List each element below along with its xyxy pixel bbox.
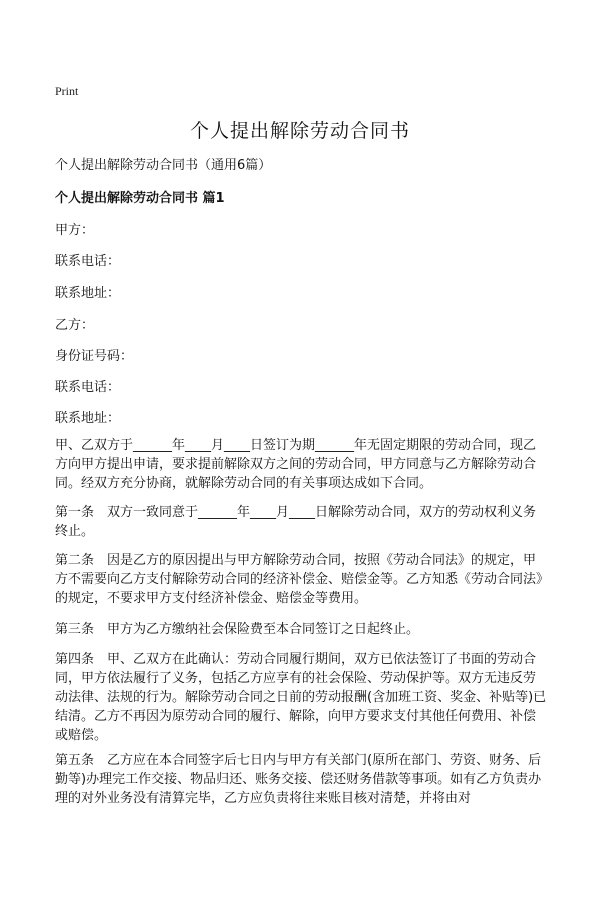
- document-title: 个人提出解除劳动合同书: [189, 120, 410, 142]
- field-party-b: 乙方：: [55, 318, 95, 333]
- paragraph-article-3: 第三条 甲方为乙方缴纳社会保险费至本合同签订之日起终止。: [55, 622, 420, 637]
- field-party-b-id: 身份证号码：: [55, 349, 134, 364]
- field-party-a-address: 联系地址：: [55, 286, 121, 301]
- document-subtitle: 个人提出解除劳动合同书（通用6篇）: [55, 158, 272, 173]
- field-party-b-phone: 联系电话：: [55, 380, 121, 395]
- paragraph-article-5: 第五条 乙方应在本合同签字后七日内与甲方有关部门(原所在部门、劳资、财务、后勤等)办理完工作交接、物品归还、账务交接、偿还财务借款等事项。如有乙方负责办理的对外业务没有清算完毕，乙方应负责将往来账目核对清楚，并将由对: [55, 753, 542, 806]
- paragraph-article-1: 第一条 双方一致同意于______年____月____日解除劳动合同，双方的劳动权利义务终止。: [55, 505, 537, 539]
- print-label: Print: [55, 84, 79, 98]
- section-heading: 个人提出解除劳动合同书 篇1: [55, 191, 225, 206]
- paragraph-intro: 甲、乙双方于______年____月____日签订为期______年无固定期限的劳动合同，现乙方向甲方提出申请，要求提前解除双方之间的劳动合同，甲方同意与乙方解除劳动合同。经双方充分协商，就解除劳动合同的有关事项达成如下合同。: [55, 438, 537, 491]
- field-party-a: 甲方：: [55, 223, 95, 238]
- field-party-b-address: 联系地址：: [55, 411, 121, 426]
- paragraph-article-4: 第四条 甲、乙双方在此确认：劳动合同履行期间，双方已依法签订了书面的劳动合同，甲方依法履行了义务，包括乙方应享有的社会保险、劳动保护等。双方无违反劳动法律、法规的行为。解除劳动合同之日前的劳动报酬(含加班工资、奖金、补贴等)已结清。乙方不再因为原劳动合同的履行、解除，向甲方要求支付其他任何费用、补偿或赔偿。: [55, 652, 547, 743]
- field-party-a-phone: 联系电话：: [55, 254, 121, 269]
- paragraph-article-2: 第二条 因是乙方的原因提出与甲方解除劳动合同，按照《劳动合同法》的规定，甲方不需要向乙方支付解除劳动合同的经济补偿金、赔偿金等。乙方知悉《劳动合同法》的规定，不要求甲方支付经济补偿金、赔偿金等费用。: [55, 553, 543, 606]
